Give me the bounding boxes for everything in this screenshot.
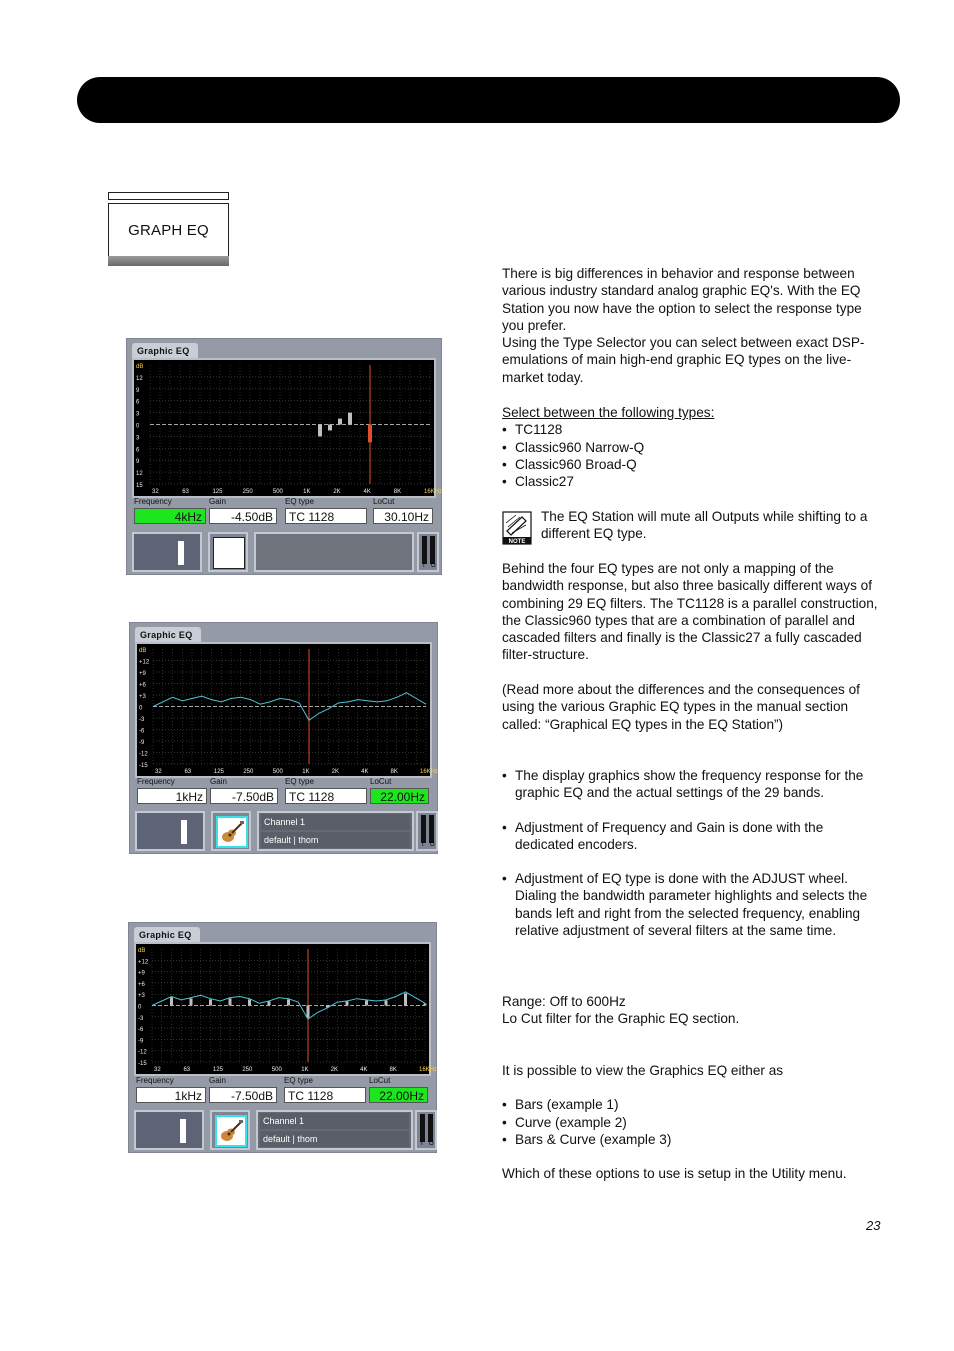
eq-band-bar	[170, 997, 173, 1005]
bullet-item: • Adjustment of Frequency and Gain is done with the dedicated encoders.	[502, 819, 886, 854]
x-tick-label: 32	[152, 489, 159, 495]
bullet-item: • Adjustment of EQ type is done with the ADJUST wheel. Dialing the bandwidth parameter highlights and selects the bands left and right from the selected frequency, enabling relative adjustment of several filters at the same time.	[502, 870, 886, 939]
frequency-value: 1kHz	[136, 1087, 206, 1103]
eq-type-value: TC 1128	[285, 788, 367, 804]
chapter-header-bar	[77, 77, 900, 123]
x-tick-label: 16KHz	[420, 769, 439, 775]
meter-out-label: O	[429, 1141, 434, 1147]
y-tick-label: +3	[138, 993, 145, 1000]
y-tick-label: dB	[138, 948, 146, 954]
io-meter	[415, 1110, 437, 1150]
x-tick-label: 4K	[363, 489, 371, 495]
types-heading: Select between the following types:	[502, 405, 715, 420]
x-tick-label: 63	[183, 1067, 191, 1073]
eq-bypass-button[interactable]	[134, 1110, 204, 1150]
y-tick-label: 6	[136, 399, 140, 406]
locut-value: 22.00Hz	[369, 1087, 428, 1103]
y-tick-label: 9	[136, 459, 140, 466]
types-list	[502, 404, 886, 490]
bullet-item: • The display graphics show the frequency response for the graphic EQ and the actual settings of the 29 bands.	[502, 767, 886, 802]
eq-band-bar	[307, 1006, 310, 1018]
y-tick-label: 3	[136, 411, 140, 418]
y-tick-label: -9	[139, 740, 145, 746]
gain-field[interactable]	[210, 777, 278, 804]
eq-band-bar	[385, 1000, 388, 1005]
locut-field[interactable]	[373, 497, 433, 524]
y-tick-label: +9	[139, 671, 146, 677]
y-tick-label: 0	[138, 1004, 142, 1011]
eq-band-bar	[404, 993, 407, 1005]
channel-preset-display[interactable]	[254, 532, 414, 572]
y-tick-label: 9	[136, 387, 140, 394]
graphic-eq-screenshot-bars-curve	[128, 922, 437, 1153]
locut-label: LoCut	[370, 777, 392, 786]
y-tick-label: -9	[138, 1038, 144, 1045]
utility-text: Which of these options to use is setup in the Utility menu.	[502, 1166, 847, 1182]
x-tick-label: 1K	[303, 489, 311, 495]
view-item: • Curve (example 2)	[502, 1114, 886, 1131]
gain-value: -7.50dB	[210, 788, 278, 804]
control-strip	[135, 811, 435, 853]
x-tick-label: 2K	[330, 1067, 339, 1073]
y-tick-label: -3	[138, 1015, 144, 1022]
eq-type-value: TC 1128	[285, 508, 367, 524]
eq-type-label: EQ type	[285, 497, 314, 506]
y-tick-label: 0	[139, 705, 143, 712]
eq-type-field[interactable]	[285, 777, 367, 804]
channel-name: Channel 1	[261, 814, 410, 830]
meter-in-label: I	[423, 563, 425, 569]
tab-shadow	[108, 256, 229, 266]
y-tick-label: +12	[139, 659, 150, 666]
locut-value: 30.10Hz	[373, 508, 433, 524]
intro-text	[502, 265, 886, 386]
eq-display	[132, 358, 443, 498]
x-tick-label: 500	[272, 769, 283, 775]
view-item: • Bars (example 1)	[502, 1096, 886, 1113]
gain-value: -7.50dB	[209, 1087, 277, 1103]
gain-label: Gain	[209, 497, 226, 506]
graphic-eq-screenshot-curve	[129, 622, 438, 854]
eq-band-bar	[346, 1001, 349, 1005]
intro-paragraph-2: Using the Type Selector you can select between exact DSP-emulations of main high-end graphic EQ types on the live-market today.	[502, 335, 865, 385]
y-tick-label: -12	[138, 1049, 147, 1056]
blank-icon	[213, 537, 245, 569]
frequency-value: 1kHz	[137, 788, 207, 804]
panel-title: Graphic EQ	[134, 927, 200, 942]
usage-bullets	[502, 767, 886, 939]
locut-text	[502, 993, 886, 1028]
x-tick-label: 500	[272, 489, 283, 495]
channel-name: Channel 1	[260, 1113, 409, 1129]
y-tick-label: -6	[138, 1027, 144, 1034]
x-tick-label: 8K	[389, 1067, 397, 1073]
x-tick-label: 125	[212, 1067, 223, 1073]
eq-bypass-button[interactable]	[132, 532, 202, 572]
frequency-value: 4kHz	[134, 508, 206, 524]
y-tick-label: +12	[138, 959, 149, 966]
eq-type-label: EQ type	[284, 1076, 313, 1085]
y-tick-label: +9	[138, 970, 145, 977]
eq-band-bar	[348, 413, 352, 425]
x-tick-label: 8K	[393, 489, 402, 495]
type-item: • Classic960 Broad-Q	[502, 456, 886, 473]
panel-title: Graphic EQ	[132, 343, 198, 358]
locut-label: LoCut	[369, 1076, 391, 1085]
channel-icon-button[interactable]	[211, 811, 251, 851]
channel-icon-button[interactable]	[208, 532, 248, 572]
x-tick-label: 125	[212, 489, 223, 495]
guitar-icon	[216, 816, 248, 848]
note-icon	[502, 511, 532, 545]
gain-label: Gain	[210, 777, 227, 786]
section-tab	[108, 192, 229, 269]
read-more-text: (Read more about the differences and the consequences of using the various Graphic EQ types in the manual section called: “Graphical EQ types in the EQ Station”)	[502, 682, 860, 732]
eq-band-bar	[209, 999, 212, 1005]
x-tick-label: 2K	[333, 489, 341, 495]
x-tick-label: 32	[155, 769, 162, 775]
eq-type-field[interactable]	[284, 1076, 366, 1103]
gain-field[interactable]	[209, 497, 277, 524]
frequency-label: Frequency	[136, 1076, 174, 1085]
x-tick-label: 32	[154, 1067, 161, 1073]
x-tick-label: 4K	[361, 769, 369, 775]
eq-type-field[interactable]	[285, 497, 367, 524]
locut-field[interactable]	[370, 777, 429, 804]
x-tick-label: 500	[271, 1067, 282, 1073]
x-tick-label: 16KHz	[419, 1067, 438, 1073]
locut-value: 22.00Hz	[370, 788, 429, 804]
gain-field[interactable]	[209, 1076, 277, 1103]
parameter-fields	[135, 777, 432, 811]
control-strip	[134, 1110, 434, 1152]
guitar-icon	[215, 1115, 247, 1147]
frequency-field[interactable]	[134, 497, 206, 524]
eq-display	[135, 642, 439, 778]
y-tick-label: dB	[139, 648, 147, 654]
x-tick-label: 250	[242, 1067, 253, 1073]
eq-type-value: TC 1128	[284, 1087, 366, 1103]
frequency-label: Frequency	[134, 497, 172, 506]
meter-in-label: I	[421, 1141, 423, 1147]
eq-band-bar	[424, 1003, 427, 1005]
x-tick-label: 1K	[301, 1067, 309, 1073]
y-tick-label: -3	[139, 717, 145, 723]
eq-graph	[134, 360, 443, 496]
graphic-eq-screenshot-bars	[126, 338, 442, 575]
frequency-field[interactable]	[137, 777, 207, 804]
y-tick-label: -15	[138, 1061, 147, 1067]
y-tick-label: +6	[139, 682, 146, 689]
frequency-field[interactable]	[136, 1076, 206, 1103]
x-tick-label: 8K	[390, 769, 398, 775]
y-tick-label: -12	[139, 751, 148, 758]
eq-band-bar	[287, 999, 290, 1005]
y-tick-label: 15	[136, 483, 143, 489]
eq-bypass-button[interactable]	[135, 811, 205, 851]
y-tick-label: dB	[136, 364, 144, 370]
eq-band-bar	[365, 1000, 368, 1005]
x-tick-label: 63	[182, 489, 189, 495]
preset-name: default | thom	[260, 1131, 409, 1147]
y-tick-label: 12	[136, 375, 143, 382]
y-tick-label: -6	[139, 728, 145, 735]
type-item: • Classic960 Narrow-Q	[502, 439, 886, 456]
locut-label: LoCut	[373, 497, 395, 506]
note-icon-label: NOTE	[508, 539, 526, 545]
x-tick-label: 1K	[302, 769, 310, 775]
y-tick-label: 6	[136, 447, 140, 454]
view-item: • Bars & Curve (example 3)	[502, 1131, 886, 1148]
io-meter	[417, 532, 439, 572]
preset-name: default | thom	[261, 832, 410, 848]
meter-out-label: O	[430, 842, 435, 848]
eq-band-bar	[190, 998, 193, 1005]
eq-band-bar	[229, 998, 232, 1005]
x-tick-label: 16KHz	[424, 489, 443, 495]
y-tick-label: -15	[139, 763, 148, 769]
meter-in-label: I	[422, 842, 424, 848]
eq-band-bar	[328, 425, 332, 431]
channel-preset-display[interactable]	[256, 1110, 413, 1150]
panel-title: Graphic EQ	[135, 627, 201, 642]
eq-display	[134, 942, 438, 1076]
view-text	[502, 1062, 886, 1182]
gain-value: -4.50dB	[209, 508, 277, 524]
gain-label: Gain	[209, 1076, 226, 1085]
eq-band-bar	[338, 419, 342, 425]
channel-preset-display[interactable]	[257, 811, 414, 851]
x-tick-label: 125	[213, 769, 224, 775]
eq-graph	[136, 944, 438, 1074]
y-tick-label: 3	[136, 435, 140, 442]
locut-field[interactable]	[369, 1076, 428, 1103]
y-tick-label: 0	[136, 423, 140, 430]
x-tick-label: 250	[242, 489, 253, 495]
page-number: 23	[866, 1218, 881, 1233]
selected-band-bar	[368, 425, 372, 443]
eq-type-label: EQ type	[285, 777, 314, 786]
locut-description: Lo Cut filter for the Graphic EQ section.	[502, 1011, 740, 1027]
tab-top-line	[108, 192, 229, 200]
section-tab-label: GRAPH EQ	[108, 203, 229, 256]
type-item: • TC1128	[502, 421, 886, 438]
x-tick-label: 250	[243, 769, 254, 775]
view-intro: It is possible to view the Graphics EQ either as	[502, 1063, 784, 1078]
y-tick-label: +3	[139, 694, 146, 700]
parameter-fields	[134, 1076, 431, 1110]
y-tick-label: +6	[138, 981, 145, 988]
eq-graph	[137, 644, 439, 776]
eq-band-bar	[248, 999, 251, 1005]
control-strip	[132, 532, 436, 574]
intro-paragraph-1: There is big differences in behavior and response between various industry standard analog graphic EQ's. With the EQ Station you now have the option to select the response type you prefer.	[502, 266, 862, 333]
x-tick-label: 4K	[360, 1067, 368, 1073]
x-tick-label: 2K	[331, 769, 340, 775]
range-text: Range: Off to 600Hz	[502, 994, 626, 1009]
parameter-fields	[132, 497, 436, 531]
type-item: • Classic27	[502, 473, 886, 490]
io-meter	[416, 811, 438, 851]
behind-text: Behind the four EQ types are not only a mapping of the bandwidth response, but also three basically different ways of combining 29 EQ filters. The TC1128 is a parallel construction, the Classic960 types that are a combination of parallel and cascaded filters and finally is the Classic27 a fully cascaded filter-structure.	[502, 561, 878, 663]
channel-icon-button[interactable]	[210, 1110, 250, 1150]
frequency-label: Frequency	[137, 777, 175, 786]
eq-band-bar	[318, 425, 322, 437]
meter-out-label: O	[431, 563, 436, 569]
eq-band-bar	[268, 1001, 271, 1005]
y-tick-label: 12	[136, 471, 143, 478]
note-text: The EQ Station will mute all Outputs while shifting to a different EQ type.	[541, 509, 868, 542]
x-tick-label: 63	[184, 769, 192, 775]
